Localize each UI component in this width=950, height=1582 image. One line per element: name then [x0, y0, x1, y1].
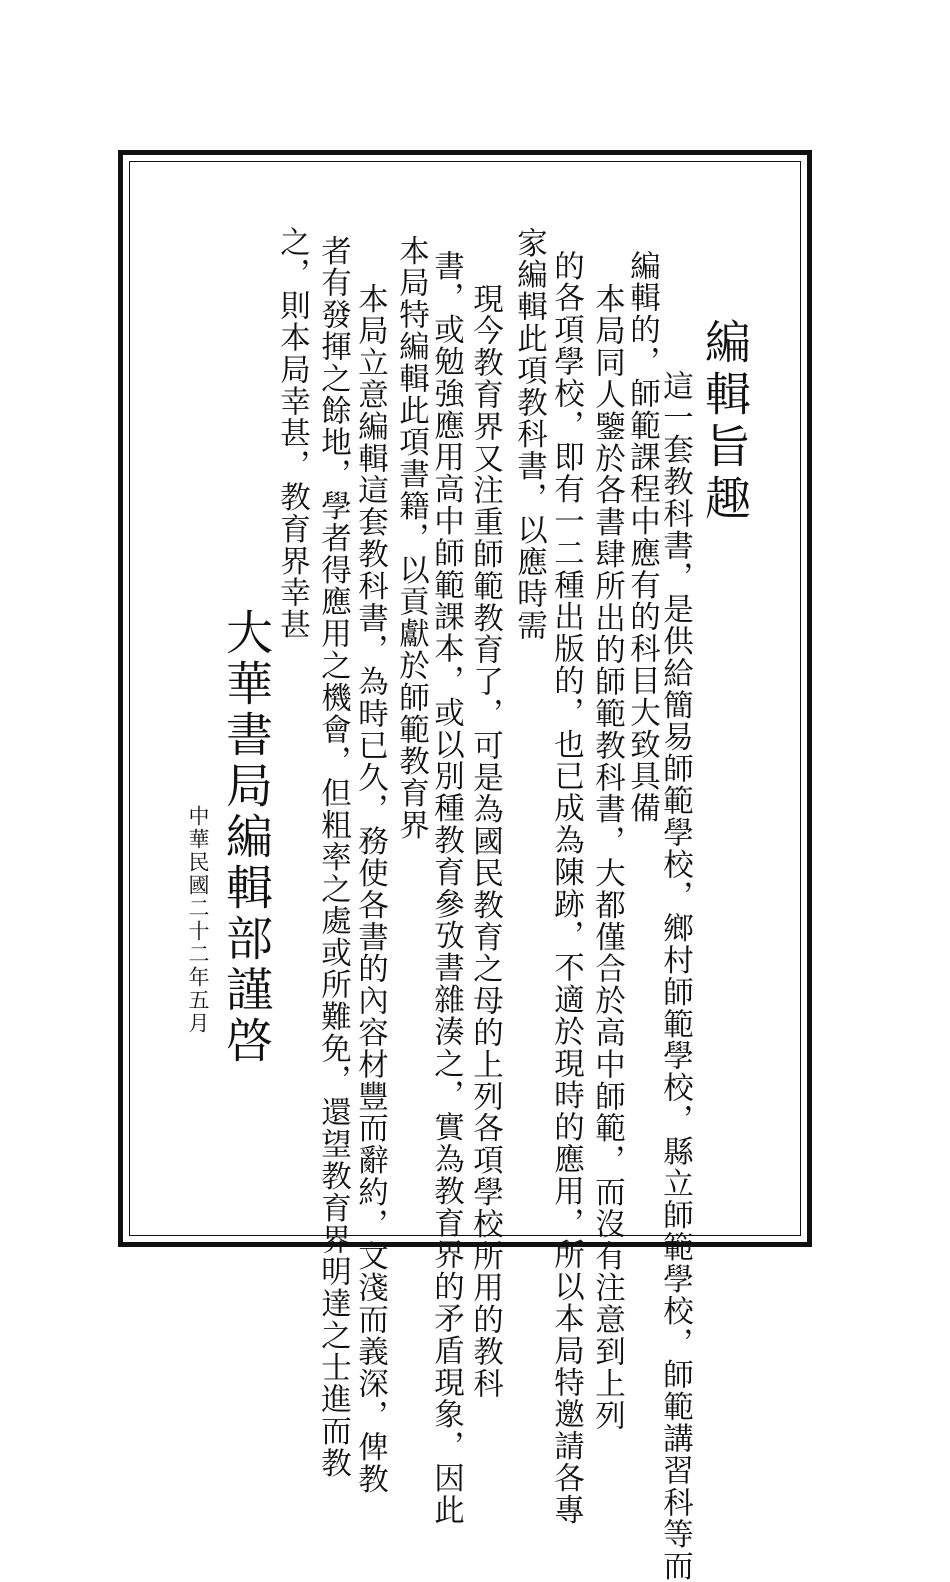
document-title: 編輯旨趣	[698, 318, 752, 526]
body-column-10: 者有發揮之餘地，學者得應用之機會，但粗率之處或所難免，還望教育界明達之士進而教	[315, 235, 351, 1480]
date-line: 中華民國二十二年五月	[186, 805, 210, 1035]
signature: 大華書局編輯部謹啓	[218, 608, 273, 1067]
body-column-11: 之，則本局幸甚，教育界幸甚	[274, 226, 310, 641]
body-column-8: 本局特編輯此項書籍，以貢獻於師範教育界	[393, 235, 429, 842]
body-column-1: 這一套教科書，是供給簡易師範學校，鄉村師範學校，縣立師範學校，師範講習科等而	[657, 370, 693, 1582]
body-column-3: 本局同人鑒於各書肆所出的師範教科書，大都僅合於高中師範，而沒有注意到上列	[589, 283, 625, 1432]
body-column-6: 現今教育界又注重師範教育了，可是為國民教育之母的上列各項學校所用的教科	[467, 283, 503, 1400]
body-column-5: 家編輯此項教科書，以應時需	[511, 227, 547, 642]
body-column-9: 本局立意編輯這套教科書，為時已久，務使各書的內容材豐而辭約，文淺而義深，俾教	[352, 283, 388, 1496]
body-column-7: 書，或勉強應用高中師範課本，或以別種教育參攷書雜湊之，實為教育界的矛盾現象，因此	[428, 250, 464, 1526]
body-column-4: 的各項學校，即有一二種出版的，也已成為陳跡，不適於現時的應用，所以本局特邀請各專	[548, 250, 584, 1526]
body-column-2: 編輯的，師範課程中應有的科目大致具備	[624, 250, 660, 825]
